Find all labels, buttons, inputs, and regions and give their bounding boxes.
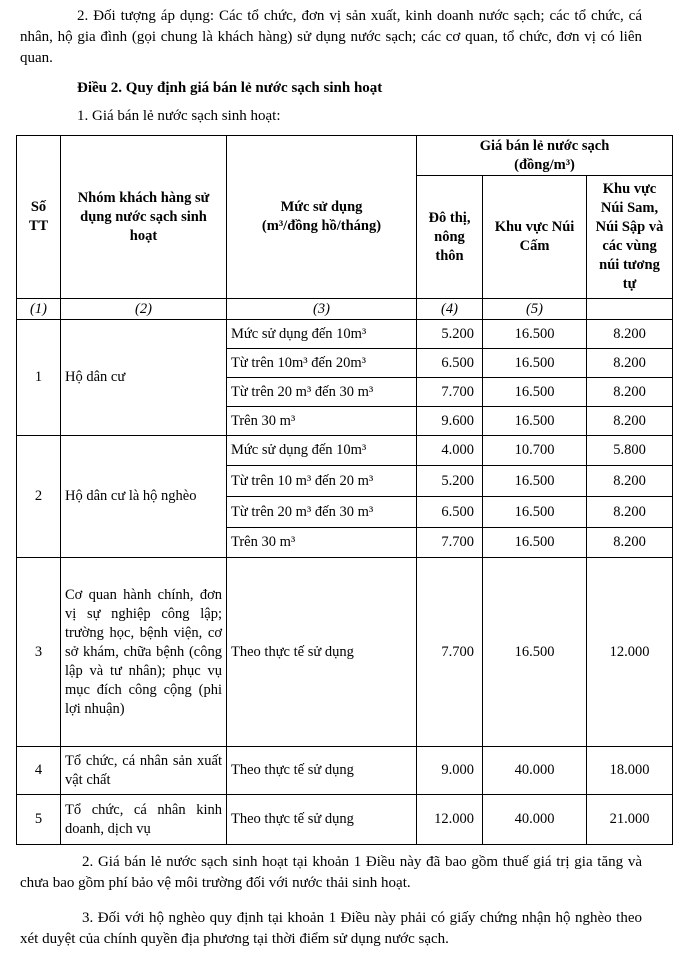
group-name: Tổ chức, cá nhân kinh doanh, dịch vụ — [61, 795, 227, 845]
usage-cell: Theo thực tế sử dụng — [227, 558, 417, 747]
usage-cell: Trên 30 m³ — [227, 407, 417, 436]
usage-cell: Mức sử dụng đến 10m³ — [227, 320, 417, 349]
price-nui-sam: 8.200 — [587, 320, 673, 349]
price-nui-cam: 16.500 — [483, 558, 587, 747]
price-nui-cam: 10.700 — [483, 436, 587, 466]
col-number-6 — [587, 299, 673, 320]
price-nui-sam: 12.000 — [587, 558, 673, 747]
header-usage-label: Mức sử dụng — [280, 199, 363, 215]
header-urban-rural: Đô thị, nông thôn — [417, 176, 483, 299]
group-name: Hộ dân cư — [61, 320, 227, 436]
price-nui-cam: 16.500 — [483, 378, 587, 407]
price-nui-sam: 8.200 — [587, 378, 673, 407]
table-row — [17, 795, 673, 845]
col-number-1: (1) — [17, 299, 61, 320]
price-nui-cam: 16.500 — [483, 349, 587, 378]
col-number-5: (5) — [483, 299, 587, 320]
price-urban: 4.000 — [417, 436, 483, 466]
table-row — [17, 320, 673, 349]
price-nui-sam: 21.000 — [587, 795, 673, 845]
col-number-3: (3) — [227, 299, 417, 320]
col-number-2: (2) — [61, 299, 227, 320]
group-stt: 2 — [17, 436, 61, 558]
usage-cell: Theo thực tế sử dụng — [227, 795, 417, 845]
price-urban: 7.700 — [417, 558, 483, 747]
group-stt: 5 — [17, 795, 61, 845]
usage-cell: Từ trên 10 m³ đến 20 m³ — [227, 466, 417, 497]
price-nui-sam: 8.200 — [587, 407, 673, 436]
group-name: Cơ quan hành chính, đơn vị sự nghiệp công lập; trường học, bệnh viện, cơ sở khám, chữa bệnh (công lập và tư nhân); phục vụ mục đích công cộng (phi lợi nhuận) — [61, 558, 227, 747]
price-nui-sam: 8.200 — [587, 497, 673, 528]
price-nui-sam: 5.800 — [587, 436, 673, 466]
usage-cell: Từ trên 20 m³ đến 30 m³ — [227, 378, 417, 407]
usage-cell: Từ trên 20 m³ đến 30 m³ — [227, 497, 417, 528]
price-urban: 12.000 — [417, 795, 483, 845]
price-urban: 9.600 — [417, 407, 483, 436]
price-nui-cam: 16.500 — [483, 528, 587, 558]
usage-cell: Trên 30 m³ — [227, 528, 417, 558]
price-nui-sam: 18.000 — [587, 747, 673, 795]
price-urban: 5.200 — [417, 320, 483, 349]
price-urban: 6.500 — [417, 349, 483, 378]
group-stt: 3 — [17, 558, 61, 747]
header-retail-price — [417, 136, 673, 176]
usage-cell: Theo thực tế sử dụng — [227, 747, 417, 795]
usage-cell: Mức sử dụng đến 10m³ — [227, 436, 417, 466]
price-urban: 7.700 — [417, 378, 483, 407]
col-number-4: (4) — [417, 299, 483, 320]
price-urban: 7.700 — [417, 528, 483, 558]
header-usage-unit: (m³/đồng hồ/tháng) — [261, 218, 382, 234]
price-urban: 5.200 — [417, 466, 483, 497]
header-nui-cam: Khu vực Núi Cấm — [483, 176, 587, 299]
price-nui-sam: 8.200 — [587, 528, 673, 558]
group-stt: 4 — [17, 747, 61, 795]
paragraph-vat-note: 2. Giá bán lẻ nước sạch sinh hoạt tại khoản 1 Điều này đã bao gồm thuế giá trị gia tăng và chưa bao gồm phí bảo vệ môi trường đối với nước thải sinh hoạt. — [20, 854, 642, 891]
price-nui-cam: 40.000 — [483, 795, 587, 845]
header-customer-group: Nhóm khách hàng sử dụng nước sạch sinh hoạt — [61, 136, 227, 299]
header-price-unit: (đồng/m³) — [514, 156, 575, 173]
group-name: Hộ dân cư là hộ nghèo — [61, 436, 227, 558]
paragraph-poor-household-note: 3. Đối với hộ nghèo quy định tại khoản 1 Điều này phải có giấy chứng nhận hộ nghèo theo xét duyệt của chính quyền địa phương tại thời điểm sử dụng nước sạch. — [20, 910, 642, 947]
price-nui-cam: 16.500 — [483, 497, 587, 528]
paragraph-applicable-subjects: 2. Đối tượng áp dụng: Các tổ chức, đơn vị sản xuất, kinh doanh nước sạch; các tổ chức, cá nhân, hộ gia đình (gọi chung là khách hàng) sử dụng nước sạch; các cơ quan, tổ chức, đơn vị có liên quan. — [20, 8, 642, 66]
price-urban: 9.000 — [417, 747, 483, 795]
price-nui-cam: 16.500 — [483, 466, 587, 497]
price-nui-sam: 8.200 — [587, 466, 673, 497]
price-urban: 6.500 — [417, 497, 483, 528]
price-nui-sam: 8.200 — [587, 349, 673, 378]
group-name: Tổ chức, cá nhân sản xuất vật chất — [61, 747, 227, 795]
price-nui-cam: 40.000 — [483, 747, 587, 795]
group-stt: 1 — [17, 320, 61, 436]
price-nui-cam: 16.500 — [483, 407, 587, 436]
header-stt: Số TT — [17, 136, 61, 299]
table-row — [17, 747, 673, 795]
table-row — [17, 558, 673, 747]
price-nui-cam: 16.500 — [483, 320, 587, 349]
water-price-table — [16, 135, 673, 845]
header-usage-level — [227, 136, 417, 299]
usage-cell: Từ trên 10m³ đến 20m³ — [227, 349, 417, 378]
article-2-heading: Điều 2. Quy định giá bán lẻ nước sạch sinh hoạt — [77, 80, 383, 96]
header-price-label: Giá bán lẻ nước sạch — [479, 137, 610, 154]
clause-1-title: 1. Giá bán lẻ nước sạch sinh hoạt: — [77, 108, 281, 124]
header-nui-sam: Khu vực Núi Sam, Núi Sập và các vùng núi tương tự — [587, 176, 673, 299]
table-row — [17, 436, 673, 466]
